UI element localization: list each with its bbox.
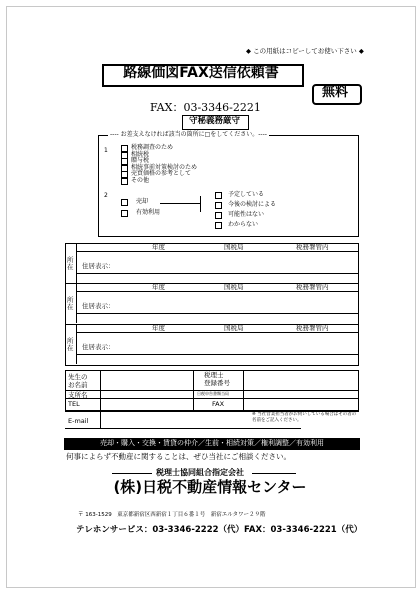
email-label: E-mail <box>68 417 89 425</box>
company-address: 〒 163-1529 東京都新宿区西新宿１丁目６番１号 新宿エルタワー２９階 <box>78 512 266 518</box>
q2-number: 2 <box>104 192 108 199</box>
q2-plan-checkbox[interactable] <box>215 202 222 209</box>
section-side-line <box>76 283 77 323</box>
sales-note: ※ 当社営業担当者がお伺いしている場合はその者の名前をご記入ください。 <box>252 412 357 423</box>
section-place-label: 所在 <box>67 256 74 272</box>
q2-checkbox[interactable] <box>121 210 128 217</box>
section-place-label: 所在 <box>67 296 74 312</box>
q1-checkbox[interactable] <box>121 178 128 185</box>
page-title: 路線価図FAX送信依頼書 <box>123 65 279 81</box>
q2-plan-label: 予定している <box>228 191 265 198</box>
company-phone: テレホンサービス：03-3346-2222（代）FAX：03-3346-2221（代） <box>76 525 363 535</box>
q2-option-label: 有効利用 <box>136 209 161 216</box>
section-office-label: 税務署管内 <box>296 243 329 251</box>
section-address-label: 住居表示： <box>82 262 115 270</box>
bracket-vertical <box>200 196 207 212</box>
section-header-line <box>76 251 359 252</box>
q1-option-label: 売買価格の参考として <box>131 170 192 177</box>
registration-label: 税理士 登録番号 <box>204 371 230 387</box>
tel-label: TEL <box>68 400 80 408</box>
section-header-line <box>76 291 359 292</box>
secret-badge: 守秘義務厳守 <box>188 116 240 126</box>
q2-plan-checkbox[interactable] <box>215 192 222 199</box>
free-badge: 無料 <box>321 85 348 100</box>
survey-instruction: ---- お差支えなければ該当の箇所に□をしてください。---- <box>110 131 267 138</box>
association-label: 税理士協同組合指定会社 <box>156 468 244 477</box>
branch-label: 日税申告書類当局 <box>197 391 229 396</box>
section-side-line <box>76 243 77 283</box>
q1-option-label: 税務調査のため <box>131 144 174 151</box>
copy-note: ◆ この用紙はコピーしてお使い下さい ◆ <box>246 47 364 55</box>
q2-plan-label: 今後の検討による <box>228 201 277 208</box>
services-banner-text: 売却・購入・交換・賃貸の仲介／生前・相続対策／権利調整／有効利用 <box>100 439 324 447</box>
consult-notice: 何事によらず不動産に関することは、ぜひ当社にご相談ください。 <box>66 452 291 461</box>
q1-option-label: 相続事前対策検討のため <box>131 163 198 171</box>
section-tax-label: 国税局 <box>224 283 244 292</box>
q2-option-label: 売却 <box>136 198 149 205</box>
section-office-label: 税務署管内 <box>296 323 329 332</box>
section-side-line <box>76 324 77 364</box>
q2-plan-label: わからない <box>228 221 259 228</box>
office-label: 支所名 <box>68 391 88 399</box>
section-year-label: 年度 <box>152 243 165 251</box>
bracket-line <box>160 203 200 204</box>
section-year-label: 年度 <box>152 323 165 332</box>
q2-checkbox[interactable] <box>121 199 128 206</box>
section-row-line <box>76 354 359 355</box>
q2-plan-label: 可能性はない <box>228 211 265 218</box>
section-tax-label: 国税局 <box>224 243 244 251</box>
section-row-line <box>76 273 359 274</box>
section-place-label: 所在 <box>67 336 74 352</box>
section-row-line <box>76 313 359 314</box>
q1-option-label: 相続税 <box>131 150 150 158</box>
q2-plan-checkbox[interactable] <box>215 212 222 219</box>
teacher-name-label: 先生の お名前 <box>68 373 88 389</box>
fax-number: FAX：03-3346-2221 <box>150 101 261 114</box>
fax-label: FAX <box>212 400 225 408</box>
q2-plan-checkbox[interactable] <box>215 222 222 229</box>
section-address-label: 住居表示： <box>82 342 115 351</box>
section-address-label: 住居表示： <box>82 302 115 311</box>
q1-option-label: その他 <box>131 176 150 184</box>
section-office-label: 税務署管内 <box>296 283 329 292</box>
section-header-line <box>76 332 359 333</box>
company-name: (株)日税不動産情報センター <box>113 478 307 496</box>
section-tax-label: 国税局 <box>224 323 244 332</box>
q1-number: 1 <box>104 147 108 154</box>
section-year-label: 年度 <box>152 283 165 292</box>
q1-option-label: 贈与税 <box>131 157 150 164</box>
